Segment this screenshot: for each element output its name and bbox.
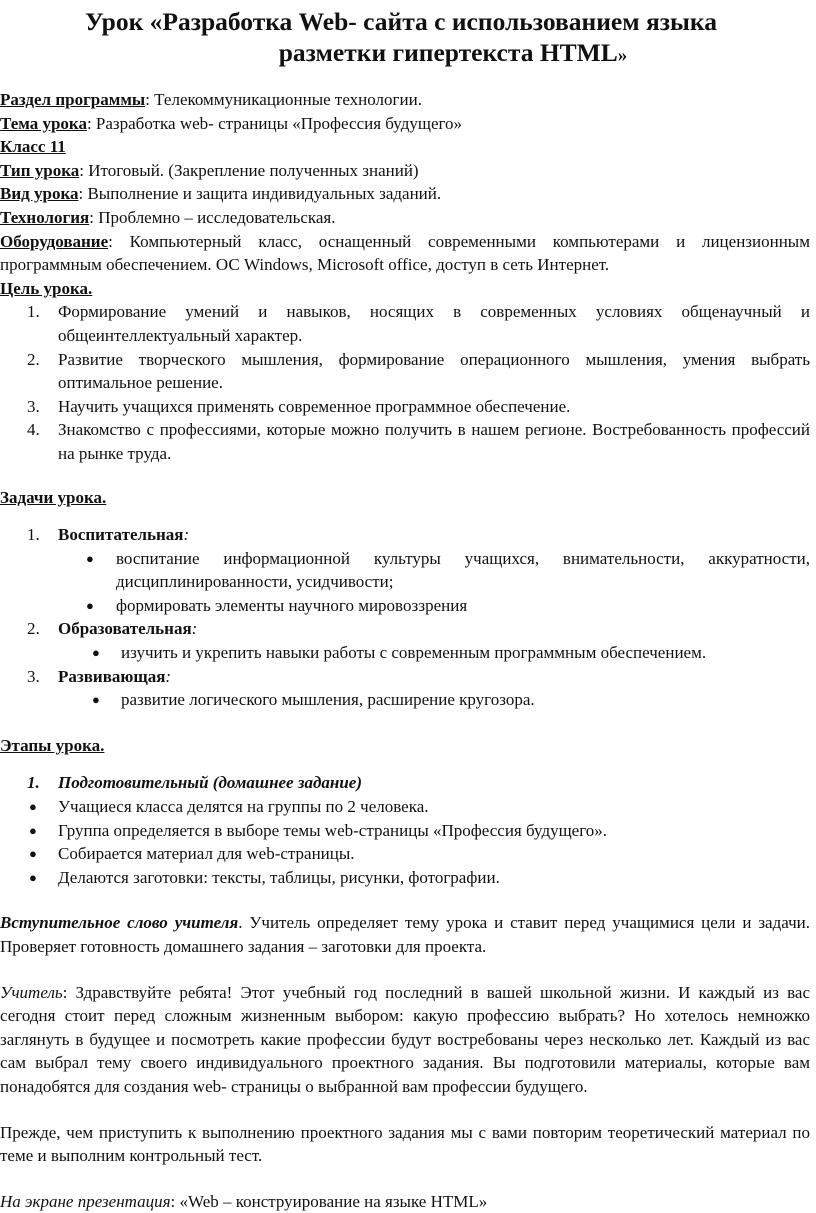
tasks-group-2 xyxy=(0,617,810,664)
task-group-title: 1. Воспитательная: xyxy=(27,525,190,545)
goal-item: 4. Знакомство с профессиями, которые можно получить в нашем регионе. Востребованность профессий на рынке труда. xyxy=(27,420,810,463)
goal-list xyxy=(0,300,810,465)
task-bullet: ● формировать элементы научного мировоззрения xyxy=(0,594,810,618)
stage-bullet: ● Собирается материал для web-страницы. xyxy=(0,842,810,866)
title-line-1: Урок «Разработка Web- сайта с использованием языка xyxy=(85,7,717,36)
stage-bullet: ● Делаются заготовки: тексты, таблицы, рисунки, фотографии. xyxy=(0,866,810,890)
tasks-heading: Задачи урока. xyxy=(0,487,107,507)
tech-line: Технология: Проблемно – исследовательская. xyxy=(0,207,336,227)
bullet-icon: ● xyxy=(29,869,37,885)
section-line: Раздел программы: Телекоммуникационные технологии. xyxy=(0,90,422,109)
type-line: Тип урока: Итоговый. (Закрепление полученных знаний) xyxy=(0,160,419,180)
bullet-icon: ● xyxy=(92,645,100,661)
bullet-icon: ● xyxy=(86,597,94,613)
stage-bullet: ● Учащиеся класса делятся на группы по 2 человека. xyxy=(0,795,810,819)
topic-line: Тема урока: Разработка web- страницы «Профессия будущего» xyxy=(0,113,463,133)
bullet-icon: ● xyxy=(92,692,100,708)
bullet-icon: ● xyxy=(29,822,37,838)
goal-item: 1. Формирование умений и навыков, носящих в современных условиях общенаучный и общеинтеллектуальный характер. xyxy=(27,302,810,345)
stage-bullet: ● Группа определяется в выборе темы web-страницы «Профессия будущего». xyxy=(0,819,810,843)
before-paragraph: Прежде, чем приступить к выполнению проектного задания мы с вами повторим теоретический материал по теме и выполним контрольный тест. xyxy=(0,1122,810,1166)
class-line: Класс 11 xyxy=(0,137,66,157)
task-group-title: 3. Развивающая: xyxy=(27,666,172,686)
kind-line: Вид урока: Выполнение и защита индивидуальных заданий. xyxy=(0,184,442,204)
page-title xyxy=(0,6,810,71)
task-bullet: ● воспитание информационной культуры учащихся, внимательности, аккуратности, дисциплинированности, усидчивости; xyxy=(86,548,810,592)
stage-1-list xyxy=(0,795,810,889)
goal-item: 2. Развитие творческого мышления, формирование операционного мышления, умения выбрать оптимальное решение. xyxy=(27,349,810,393)
bullet-icon: ● xyxy=(86,550,94,566)
stages-heading: Этапы урока. xyxy=(0,735,105,755)
meta-section xyxy=(0,88,810,277)
tasks-group-3 xyxy=(0,665,810,712)
task-bullet: ● изучить и укрепить навыки работы с современным программным обеспечением. xyxy=(0,641,810,665)
stage-1-title: 1. Подготовительный (домашнее задание) xyxy=(27,773,363,793)
tasks-group-1 xyxy=(0,523,810,617)
bullet-icon: ● xyxy=(29,799,37,815)
task-group-title: 2. Образовательная: xyxy=(27,619,198,639)
bullet-icon: ● xyxy=(29,846,37,862)
screen-paragraph: На экране презентация: «Web – конструирование на языке HTML» xyxy=(0,1191,488,1211)
teacher-paragraph: Учитель: Здравствуйте ребята! Этот учебный год последний в вашей школьной жизни. И каждый из вас сегодня стоит перед сложным жизненным выбором: какую профессию выбрать? Но хотелось немножко заглянуть в будущее и посмотреть какие профессии будут востребованы через несколько лет. Каждый из вас сам выбрал тему своего индивидуального проектного задания. Вы подготовили материалы, которые вам понадобятся для создания web- страницы о выбранной вам профессии будущего. xyxy=(0,982,810,1096)
intro-paragraph: Вступительное слово учителя. Учитель определяет тему урока и ставит перед учащимися цели и задачи. Проверяет готовность домашнего задания – заготовки для проекта. xyxy=(0,913,810,956)
goal-heading: Цель урока. xyxy=(0,278,93,298)
goal-item: 3. Научить учащихся применять современное программное обеспечение. xyxy=(27,396,571,416)
task-bullet: ● развитие логического мышления, расширение кругозора. xyxy=(0,688,810,712)
equipment-line: Оборудование: Компьютерный класс, оснащенный современными компьютерами и лицензионным программным обеспечением. ОС Windows, Microsoft office, доступ в сеть Интернет. xyxy=(0,231,810,275)
title-line-2: разметки гипертекста HTML» xyxy=(278,38,628,67)
